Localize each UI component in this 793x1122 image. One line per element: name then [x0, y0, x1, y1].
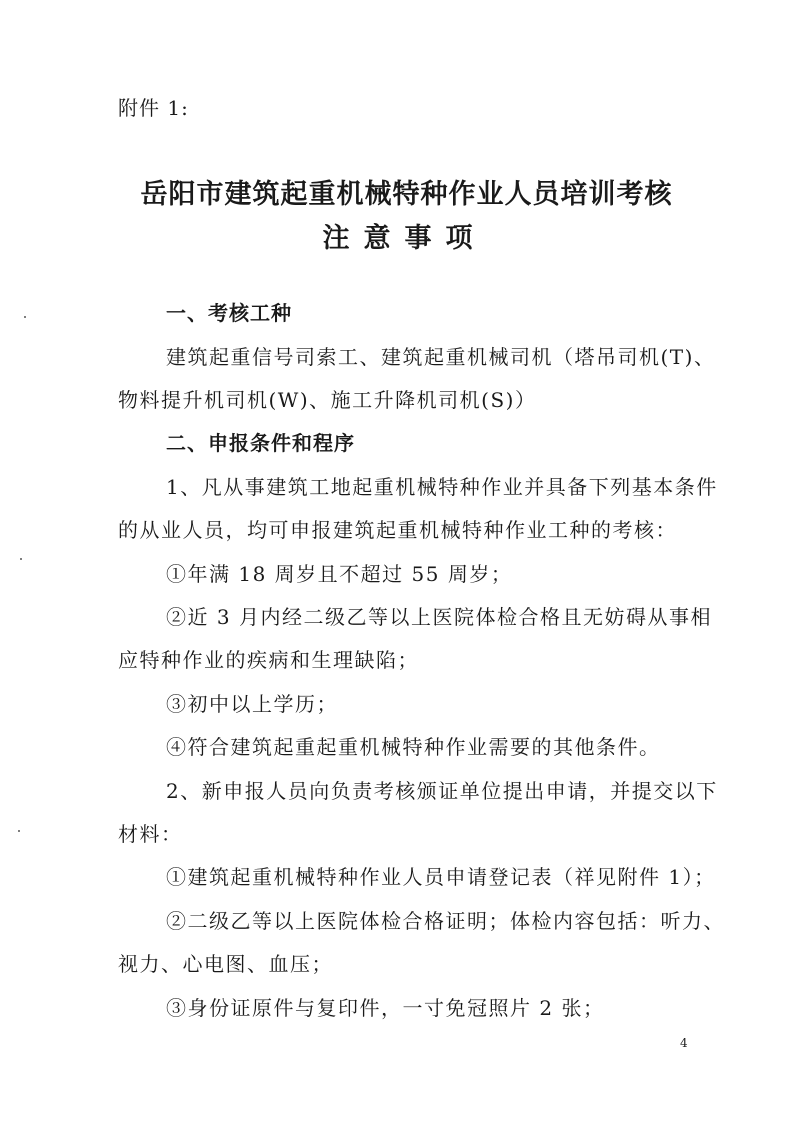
paragraph-line: 建筑起重信号司索工、建筑起重机械司机（塔吊司机(T)、 — [166, 345, 716, 369]
document-title-line-2: 注意事项 — [322, 223, 487, 254]
scan-speck — [20, 558, 22, 560]
list-item: ①年满 18 周岁且不超过 55 周岁； — [166, 562, 513, 586]
paragraph-line: 的从业人员，均可申报建筑起重机械特种作业工种的考核： — [118, 518, 677, 542]
attachment-label: 附件 1: — [118, 96, 189, 120]
paragraph-line: 材料： — [118, 822, 183, 846]
paragraph-line: 1、凡从事建筑工地起重机械特种作业并具备下列基本条件 — [166, 475, 718, 499]
list-item: ②近 3 月内经二级乙等以上医院体检合格且无妨碍从事相 — [166, 605, 712, 629]
paragraph-line: 应特种作业的疾病和生理缺陷； — [118, 648, 419, 672]
scan-speck — [18, 830, 20, 832]
list-item: ③初中以上学历； — [166, 692, 338, 716]
list-item: ③身份证原件与复印件，一寸免冠照片 2 张； — [166, 996, 605, 1020]
document-title-line-1: 岳阳市建筑起重机械特种作业人员培训考核 — [140, 179, 673, 210]
paragraph-line: 视力、心电图、血压； — [118, 952, 333, 976]
list-item: ④符合建筑起重起重机械特种作业需要的其他条件。 — [166, 735, 661, 759]
list-item: ①建筑起重机械特种作业人员申请登记表（祥见附件 1）； — [166, 865, 716, 889]
paragraph-line: 2、新申报人员向负责考核颁证单位提出申请，并提交以下 — [166, 779, 718, 803]
section-heading-2: 二、申报条件和程序 — [166, 431, 355, 455]
scan-speck — [24, 316, 26, 318]
paragraph-line: 物料提升机司机(W)、施工升降机司机(S)） — [118, 388, 537, 412]
page-number: 4 — [680, 1036, 688, 1050]
section-heading-1: 一、考核工种 — [166, 301, 292, 325]
list-item: ②二级乙等以上医院体检合格证明；体检内容包括：听力、 — [166, 909, 725, 933]
